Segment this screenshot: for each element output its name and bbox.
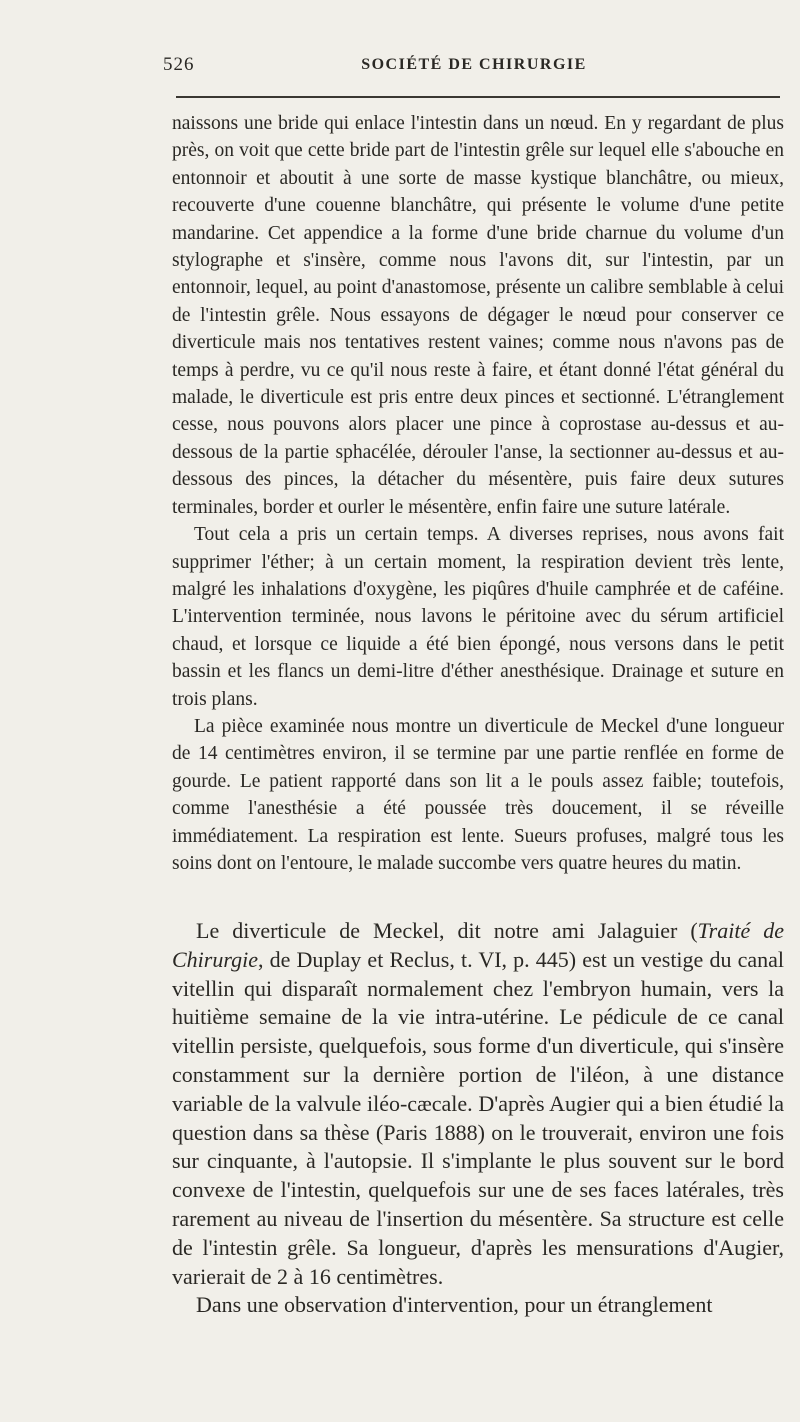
page-number: 526: [163, 54, 195, 75]
paragraph-meckel-definition: [172, 917, 784, 1291]
paragraph-observation-start: Dans une observation d'intervention, pour un étranglement: [196, 1292, 713, 1318]
commentary-text: [172, 917, 784, 1320]
text-run: , de Duplay et Reclus, t. VI, p. 445) est un vestige du canal vitellin qui disparaît normalement chez l'embryon humain, vers la huitième semaine de la vie intra-utérine. Le pédicule de ce canal vitellin persiste, quelquefois, sous forme d'un diverticule, qui s'insère constamment sur la dernière portion de l'iléon, à une distance variable de la valvule iléo-cæcale. D'après Augier qui a bien étudié la question dans sa thèse (Paris 1888) on le trouverait, environ une fois sur cinquante, à l'autopsie. Il s'implante le plus souvent sur le bord convexe de l'intestin, quelquefois sur une de ses faces latérales, très rarement au niveau de l'insertion du mésentère. Sa structure est celle de l'intestin grêle. Sa longueur, d'après les mensurations d'Augier, varierait de 2 à 16 centimètres.: [172, 946, 784, 1289]
paragraph-procedure: Tout cela a pris un certain temps. A diverses reprises, nous avons fait supprimer l'éther; à un certain moment, la respiration devient très lente, malgré les inhalations d'oxygène, les piqûres d'huile camphrée et de caféine. L'intervention terminée, nous lavons le péritoine avec du sérum artificiel chaud, et lorsque ce liquide a été bien épongé, nous versons dans le petit bassin et les flancs un demi-litre d'éther anesthésique. Drainage et suture en trois plans.: [172, 524, 784, 710]
paragraph-specimen: La pièce examinée nous montre un diverticule de Meckel d'une longueur de 14 centimètres environ, il se termine par une partie renflée en forme de gourde. Le patient rapporté dans son lit a le pouls assez faible; toutefois, comme l'anesthésie a été poussée très doucement, il se réveille immédiatement. La respiration est lente. Sueurs profuses, malgré tous les soins dont on l'entoure, le malade succombe vers quatre heures du matin.: [172, 715, 784, 874]
running-title: SOCIÉTÉ DE CHIRURGIE: [361, 56, 587, 73]
page-header: [163, 54, 785, 78]
book-title-italic: Traité de Chirurgie: [172, 918, 784, 972]
text-run: Le diverticule de Meckel, dit notre ami Jalaguier (: [196, 918, 698, 943]
header-rule: [176, 96, 780, 98]
observation-text: [172, 110, 784, 877]
paragraph-continuation: naissons une bride qui enlace l'intestin dans un nœud. En y regardant de plus près, on voit que cette bride part de l'intestin grêle sur lequel elle s'abouche en entonnoir et aboutit à une sorte de masse kystique blanchâtre, ou mieux, recouverte d'une couenne blanchâtre, qui présente le volume d'une petite mandarine. Cet appendice a la forme d'une bride charnue du volume d'un stylographe et s'insère, comme nous l'avons dit, sur l'intestin, par un entonnoir, lequel, au point d'anastomose, présente un calibre semblable à celui de l'intestin grêle. Nous essayons de dégager le nœud pour conserver ce diverticule mais nos tentatives restent vaines; comme nous n'avons pas de temps à perdre, vu ce qu'il nous reste à faire, et étant donné l'état général du malade, le diverticule est pris entre deux pinces et sectionné. L'étranglement cesse, nous pouvons alors placer une pince à coprostase au-dessus et au-dessous de la partie sphacélée, dérouler l'anse, la sectionner au-dessus et au-dessous des pinces, la détacher du mésentère, puis faire deux sutures terminales, border et ourler le mésentère, enfin faire une suture latérale.: [172, 113, 784, 518]
